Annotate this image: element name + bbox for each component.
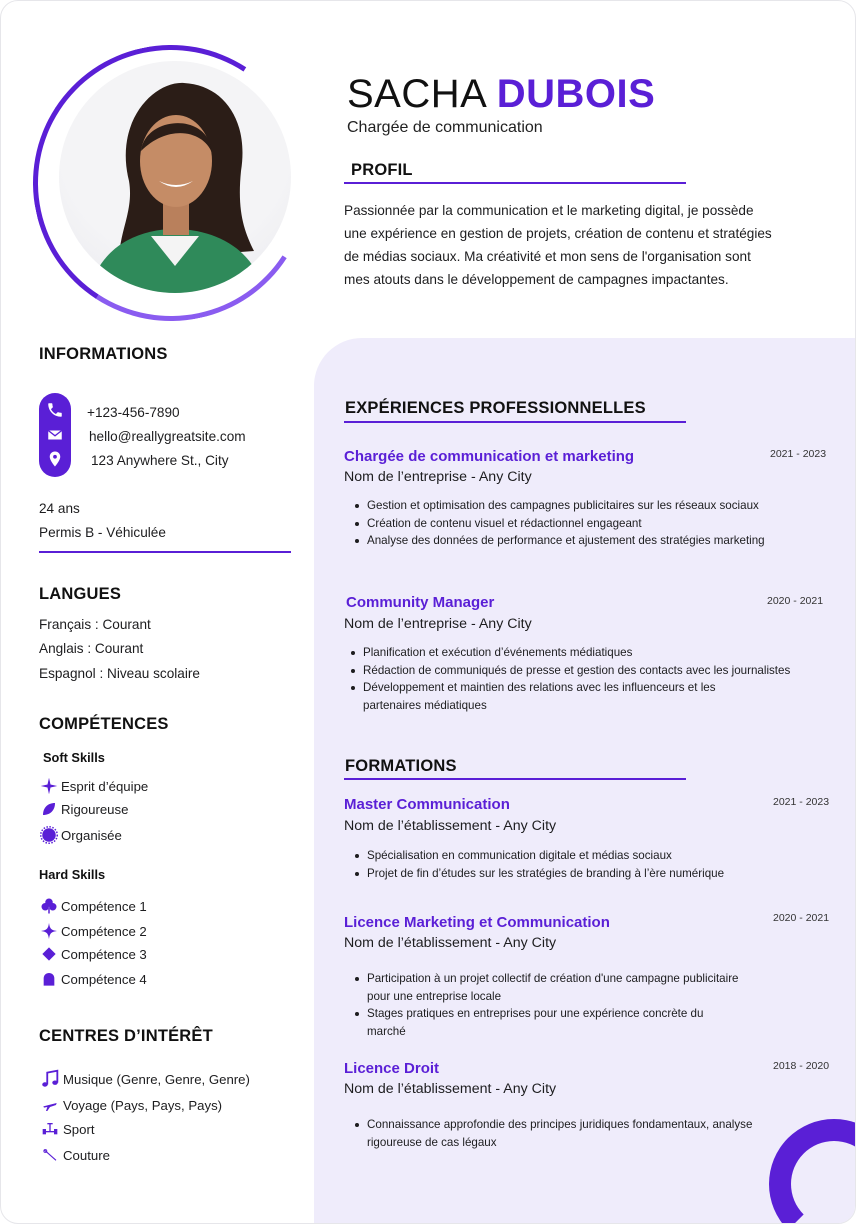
star-icon xyxy=(39,777,59,795)
experience-title: Community Manager xyxy=(346,594,495,611)
skill-item xyxy=(39,971,147,987)
last-name: DUBOIS xyxy=(496,72,656,116)
skill-item xyxy=(39,946,147,962)
language-item: Français : Courant xyxy=(39,617,151,632)
leaf-icon xyxy=(39,801,59,817)
formation-title: Master Communication xyxy=(344,796,510,813)
bullet-item: Planification et exécution d’événements médiatiques xyxy=(349,644,839,662)
badge-icon xyxy=(39,826,59,844)
formation-dates: 2020 - 2021 xyxy=(773,912,830,924)
sparkle-icon xyxy=(39,922,59,940)
interest-label: Couture xyxy=(63,1147,110,1163)
experience-bullets xyxy=(349,644,839,714)
competences-heading: COMPÉTENCES xyxy=(39,715,169,733)
formations-heading: FORMATIONS xyxy=(345,757,457,775)
experiences-rule xyxy=(344,421,686,423)
skill-label: Compétence 4 xyxy=(61,971,147,987)
skill-item xyxy=(39,826,122,844)
skill-item xyxy=(39,897,147,915)
skill-label: Rigoureuse xyxy=(61,801,129,817)
mail-icon xyxy=(46,426,64,444)
needle-icon xyxy=(39,1147,61,1163)
bullet-item: Participation à un projet collectif de création d'une campagne publicitaire pour une entreprise locale xyxy=(353,970,743,1005)
profile-rule xyxy=(344,182,686,184)
bullet-item: Développement et maintien des relations avec les influenceurs et les partenaires médiatiques xyxy=(349,679,729,714)
skill-item xyxy=(39,801,128,817)
experience-dates: 2021 - 2023 xyxy=(770,448,827,460)
soft-skills-heading: Soft Skills xyxy=(43,750,105,765)
interets-heading: CENTRES D’INTÉRÊT xyxy=(39,1027,213,1045)
profile-text: Passionnée par la communication et le marketing digital, je possède une expérience en gestion de projets, création de contenu et stratégies de médias sociaux. Ma créativité et mon sens de l'organisation sont mes atouts dans le développement de campagnes impactantes. xyxy=(344,203,772,287)
music-icon xyxy=(39,1067,61,1091)
first-name: SACHA xyxy=(347,72,486,116)
clover-icon xyxy=(39,897,59,915)
location-icon xyxy=(46,450,64,468)
language-item: Espagnol : Niveau scolaire xyxy=(39,666,200,681)
portrait-illustration xyxy=(59,61,291,293)
candidate-name xyxy=(347,71,655,117)
dumbbell-icon xyxy=(39,1121,61,1137)
address-text: 123 Anywhere St., City xyxy=(91,453,229,468)
formation-bullets xyxy=(353,970,743,1040)
formation-title: Licence Marketing et Communication xyxy=(344,914,610,931)
langues-heading: LANGUES xyxy=(39,585,122,603)
contact-icons-pill xyxy=(39,393,71,477)
job-title: Chargée de communication xyxy=(347,119,543,136)
bullet-item: Projet de fin d’études sur les stratégies de branding à l’ère numérique xyxy=(353,865,823,883)
experience-company: Nom de l’entreprise - Any City xyxy=(344,616,532,632)
profile-photo xyxy=(59,61,291,293)
formation-dates: 2018 - 2020 xyxy=(773,1060,830,1072)
language-item: Anglais : Courant xyxy=(39,641,144,656)
experience-company: Nom de l’entreprise - Any City xyxy=(344,469,532,485)
skill-item xyxy=(39,922,147,940)
bullet-item: Rédaction de communiqués de presse et gestion des contacts avec les journalistes xyxy=(349,662,839,680)
skill-label: Esprit d’équipe xyxy=(61,778,149,794)
interest-label: Sport xyxy=(63,1121,95,1137)
formation-dates: 2021 - 2023 xyxy=(773,796,830,808)
diamond-icon xyxy=(39,946,59,962)
hard-skills-heading: Hard Skills xyxy=(39,867,106,882)
bullet-item: Spécialisation en communication digitale et médias sociaux xyxy=(353,847,823,865)
age-text: 24 ans xyxy=(39,501,80,516)
arch-icon xyxy=(39,971,59,987)
interest-item xyxy=(39,1147,110,1163)
interest-label: Voyage (Pays, Pays, Pays) xyxy=(63,1097,223,1113)
informations-rule xyxy=(39,551,291,553)
bullet-item: Connaissance approfondie des principes juridiques fondamentaux, analyse rigoureuse de cas légaux xyxy=(353,1116,753,1151)
informations-heading: INFORMATIONS xyxy=(39,345,168,363)
license-text: Permis B - Véhiculée xyxy=(39,525,166,540)
bullet-item: Gestion et optimisation des campagnes publicitaires sur les réseaux sociaux xyxy=(353,497,833,515)
formation-school: Nom de l’établissement - Any City xyxy=(344,1081,557,1097)
formation-bullets xyxy=(353,847,823,882)
formation-school: Nom de l’établissement - Any City xyxy=(344,935,557,951)
formation-school: Nom de l’établissement - Any City xyxy=(344,818,557,834)
interest-label: Musique (Genre, Genre, Genre) xyxy=(63,1071,250,1087)
skill-label: Organisée xyxy=(61,827,122,843)
phone-icon xyxy=(46,401,64,419)
formation-bullets xyxy=(353,1116,753,1151)
skill-label: Compétence 2 xyxy=(61,923,147,939)
experience-dates: 2020 - 2021 xyxy=(767,595,824,607)
phone-text: +123-456-7890 xyxy=(87,405,180,420)
profile-heading: PROFIL xyxy=(351,161,413,179)
formation-title: Licence Droit xyxy=(344,1060,440,1077)
experience-bullets xyxy=(353,497,833,550)
plane-icon xyxy=(39,1097,61,1113)
interest-item xyxy=(39,1067,250,1091)
interest-item xyxy=(39,1121,95,1137)
experience-title: Chargée de communication et marketing xyxy=(344,448,635,465)
interest-item xyxy=(39,1097,222,1113)
skill-item xyxy=(39,777,148,795)
skill-label: Compétence 3 xyxy=(61,946,147,962)
bullet-item: Stages pratiques en entreprises pour une expérience concrète du marché xyxy=(353,1005,743,1040)
experiences-heading: EXPÉRIENCES PROFESSIONNELLES xyxy=(345,399,646,417)
skill-label: Compétence 1 xyxy=(61,898,147,914)
email-text: hello@reallygreatsite.com xyxy=(89,429,246,444)
bullet-item: Analyse des données de performance et ajustement des stratégies marketing xyxy=(353,532,833,550)
formations-rule xyxy=(344,778,686,780)
bullet-item: Création de contenu visuel et rédactionnel engageant xyxy=(353,515,833,533)
